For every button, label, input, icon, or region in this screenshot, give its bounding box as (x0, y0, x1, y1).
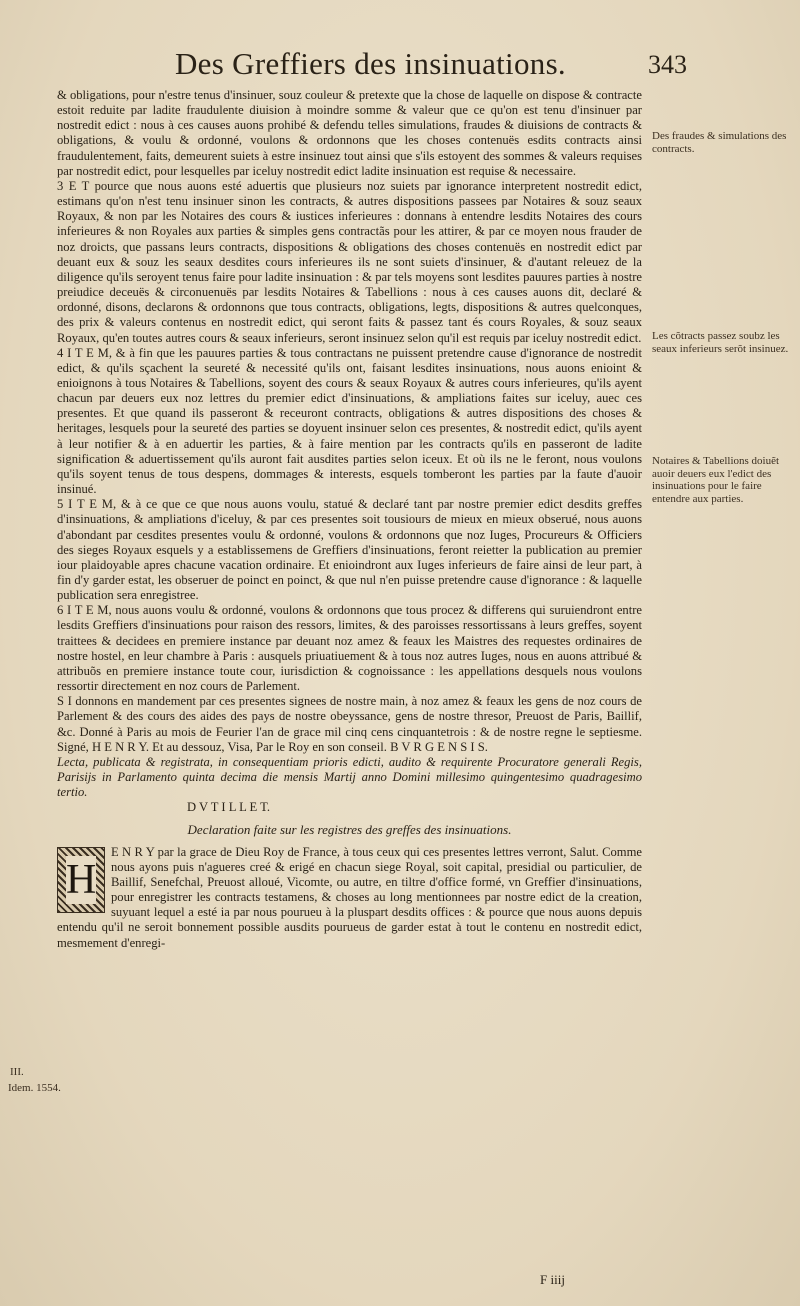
margin-note-seaux: Les cõtracts passez soubz les seaux inferieurs serõt insinuez. (652, 330, 789, 355)
paragraph-4: 4 I T E M, & à fin que les pauures parties & tous contractans ne puissent pretendre cause d'ignorance de nostredit edict, & qu'ils sçachent la seureté & necessité qu'ils ont, faisant lesdites insinuations, nous auons enioint & enioignons à tous Notaires & Tabellions, soyent des cours & seaux Royaux & autres cours inferieures, qu'ils ayent chacun par deuers eux noz lettres du premier edict d'insinuations, & ampliations faites sur iceluy, auec ces presentes. Et que quand ils passeront & receuront contracts, obligations & autres dispositions des choses & heritages, lesquels pour la seureté des parties se doyuent insinuer selon ces presentes, & nostredit edict, qu'ils ayent à leur notifier & à en aduertir les parties, & à faire mention par les contracts qu'ils en passeront de ladite signification & aduertissement qu'ils auront fait ausdites parties selon iceux. Et où ils ne le feront, nous voulons qu'ils soyent tenus de tous despens, dommages & interests, esquels tomberont les parties par la faute d'auoir insinué. (57, 345, 642, 497)
initial-letter: H (66, 856, 97, 903)
running-title: Des Greffiers des insinuations. (175, 46, 566, 81)
page-number: 343 (648, 50, 687, 79)
margin-note-notaires: Notaires & Tabellions doiuẽt auoir deuers eux l'edict des insinuations pour le faire entendre aux parties. (652, 455, 780, 505)
declaration-block (57, 845, 642, 951)
paragraph-5: 5 I T E M, & à ce que ce que nous auons voulu, statué & declaré tant par nostre premier edict desdits greffes d'insinuations, & ampliations d'iceluy, & par ces presentes soit tousiours de mieux en mieux obserué, nous auons d'abondant par cesdites presentes voulu & ordonné, voulons & ordonnons que noz Iuges, Procureurs & Officiers des sieges Royaux esquels y a establissemens de Greffiers d'insinuations, feront reietter la publication au premier iour plaidoyable apres chacune vacation ordinaire. Et enioindront aux Iuges inferieurs de faire ainsi de leur part, à fin d'y garder estat, les obseruer de poinct en poinct, & que nul n'en puisse pretendre cause d'ignorance : & laquelle publication sera enregistree. (57, 497, 642, 603)
paragraph-3: 3 E T pource que nous auons esté aduertis que plusieurs noz suiets par ignorance interpretent nostredit edict, estimans qu'on n'est tenu insinuer sinon les contracts, & autres dispositions passees par Notaires & souz seaux Royaux, & non par les Notaires des cours & iustices inferieures : donnans à entendre lesdits Notaires des cours inferieures & non Royales aux parties & simples gens contractãs pour les attirer, & par ce moyen nous frauder de noz droicts, que passans leurs contracts, dispositions & obligations des choses contenuës en nostredit edict par deuant eux & souz les seaux desdites cours inferieures ils ne sont suiets d'insinuer, & d'autant releuez de la diligence qu'ils seroyent tenus faire pour ladite insinuation : & par tels moyens sont lesdites pauures parties à nostre preiudice deceuës & circonuenuës par lesdits Notaires & Tabellions : nous à ces causes auons dit, declaré & ordonné, disons, declarons & ordonnons que tous contracts, obligations, legts, dispositions & autres quelconques, des prix & valeurs contenus en nostredit edict, qui seront faits & passez tant és cours Royales, & souz seaux Royaux, qu'en toutes autres cours & seaux inferieurs, seront insinuez selon qu'il est requis par iceluy nostredit edict. (57, 178, 642, 345)
page-header (0, 42, 800, 86)
paragraph-6: 6 I T E M, nous auons voulu & ordonné, voulons & ordonnons que tous procez & differens qui suruiendront entre lesdits Greffiers d'insinuations pour raison des ressors, limites, & des paroisses ressortissans à leurs greffes, soyent traittees & decidees en premiere instance par deuant noz amez & feaux les Maistres des requestes ordinaires de nostre hostel, en leur chambre à Paris : ausquels priuatiuement & à tous noz autres Iuges, nous en auons attribué & attribuõs en premiere instance toute cour, iurisdiction & cognoissance : les appellations desquels nous voulons ressortir directement en noz cours de Parlement. (57, 603, 642, 694)
du-tillet-signature: D V T I L L E T. (187, 800, 271, 815)
signature-mark: F iiij (540, 1272, 565, 1287)
margin-note-fraudes: Des fraudes & simulations des contracts. (652, 130, 787, 155)
main-text-block (57, 88, 642, 951)
declaration-title: Declaration faite sur les registres des greffes des insinuations. (187, 821, 512, 837)
declaration-text: E N R Y par la grace de Dieu Roy de France, à tous ceux qui ces presentes lettres verront, Salut. Comme nous ayons puis n'agueres creé & erigé en chacun siege Royal, soit capital, presidial ou particulier, de Baillif, Senefchal, Preuost alloué, Vicomte, ou autre, en tiltre d'office formé, vn Greffier d'insinuations, pour enregistrer les contracts testamens, & choses au long mentionnees par nostre edict de la creation, suyuant lequel a esté ia par nous pourueu à la pluspart desdits offices : & pource que nous auons depuis entendu qu'il ne seroit bonnement possible ausdits pourueus de garder estat à tout le contenu en nostredit edict, mesmement d'enregi- (57, 844, 642, 950)
paragraph-continuation: & obligations, pour n'estre tenus d'insinuer, souz couleur & pretexte que la chose de laquelle on dispose & contracte estoit reduite par ladite fraudulente diuision à moindre somme & valeur que ce qu'on est tenu d'insinuer par nostredit edict : nous à ces causes auons prohibé & defendu telles simulations, fraudes & diuisions de contracts & obligations, & voulu & ordonné, voulons & ordonnons que les choses contenuës esdits contracts ainsi fraudulentement, faits, demeurent suiets à estre insinuez tout ainsi que s'ils estoyent des sommes & valeurs requises par nostredit edict, pour lesquelles par iceluy nostredit edict ladite insinuation est requise & necessaire. (57, 88, 642, 178)
left-note-number: III. (10, 1066, 24, 1078)
left-note-idem: Idem. 1554. (8, 1082, 61, 1094)
decorated-initial-icon (57, 847, 105, 913)
lecta-registration: Lecta, publicata & registrata, in consequentiam prioris edicti, audito & requirente Procuratore generali Regis, Parisijs in Parlamento quinta decima die mensis Martij anno Domini millesimo quingentesimo quadragesimo tertio. (57, 754, 642, 800)
mandate-paragraph: S I donnons en mandement par ces presentes signees de nostre main, à noz amez & feaux les gens de noz cours de Parlement & des cours des aides des pays de nostre obeyssance, gens de nostre thresor, Preuost de Paris, Baillif, &c. Donné à Paris au mois de Feurier l'an de grace mil cinq cens cinquantetrois : & de nostre regne le septiesme. Signé, H E N R Y. Et au dessouz, Visa, Par le Roy en son conseil. B V R G E N S I S. (57, 694, 642, 754)
